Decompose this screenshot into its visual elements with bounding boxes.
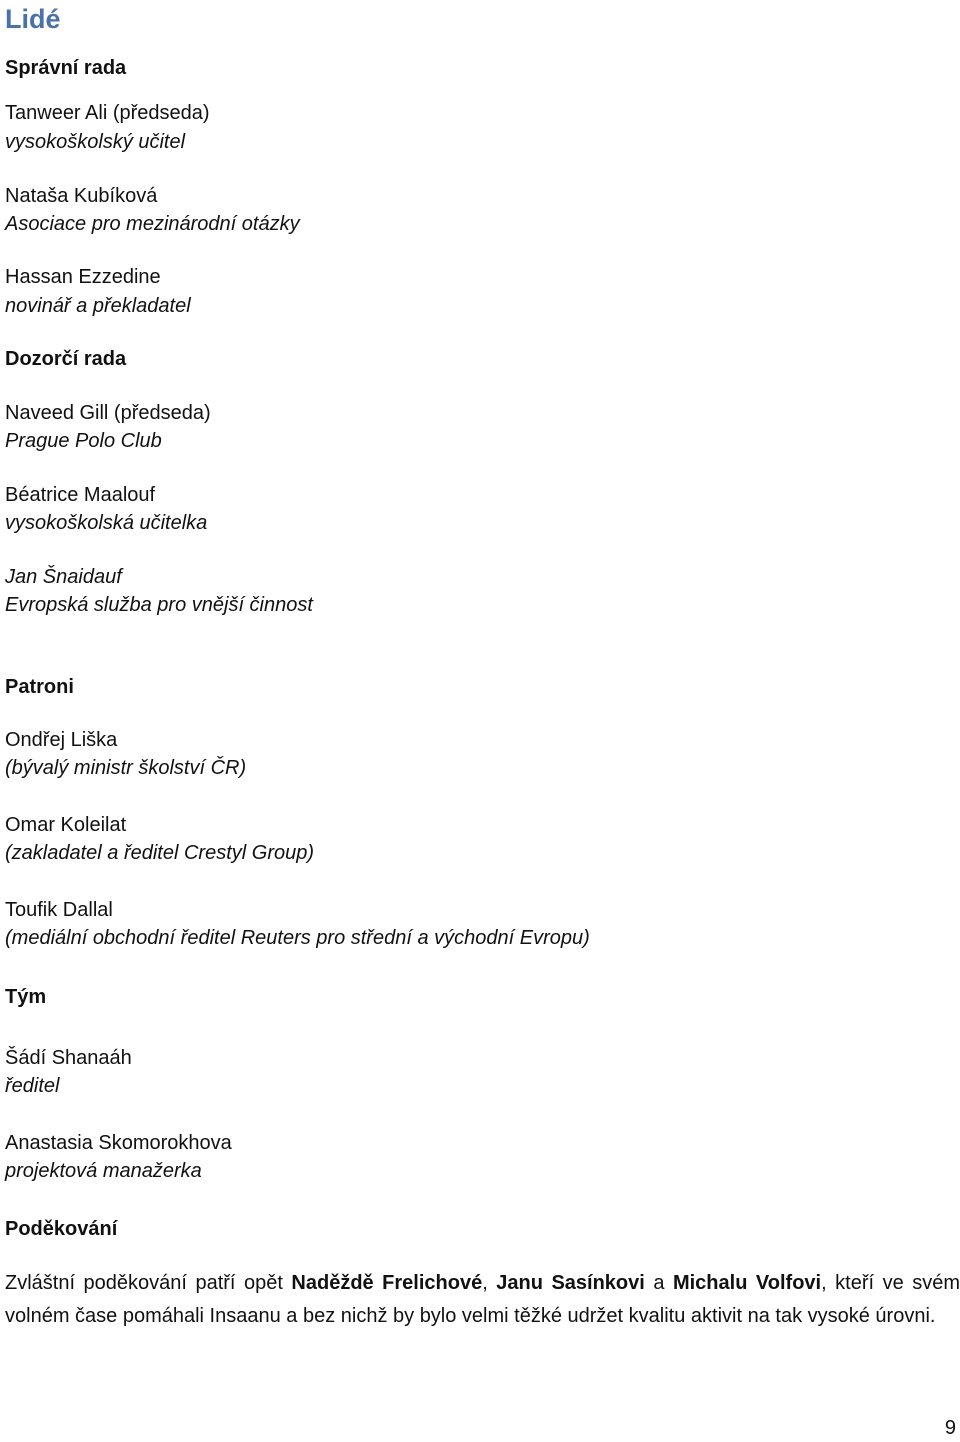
section-heading-team: Tým [5,986,47,1008]
board-member-role: vysokoškolský učitel [5,131,186,153]
board-member-role: Asociace pro mezinárodní otázky [5,213,300,235]
supervisory-member-role: Prague Polo Club [5,430,162,452]
patron-role: (zakladatel a ředitel Crestyl Group) [5,842,315,864]
thanks-text: , kteří ve svém volném čase pomáhali Insaanu a bez nichž by bylo velmi těžké udržet kvalitu aktivit na tak vysoké úrovni. [5,1272,960,1327]
page-title: Lidé [5,4,61,34]
page-number: 9 [944,1417,956,1439]
thanks-person: Michalu Volfovi [672,1272,822,1294]
team-member-role: ředitel [5,1075,60,1097]
patron-name: Omar Koleilat [5,814,127,836]
board-member-name: Hassan Ezzedine [5,266,161,288]
thanks-person: Naděždě Frelichové [291,1272,483,1294]
team-member-name: Šádí Shanaáh [5,1047,132,1069]
section-heading-thanks: Poděkování [5,1218,118,1240]
supervisory-member-role: vysokoškolská učitelka [5,512,208,534]
thanks-paragraph [5,1267,960,1333]
section-heading-board: Správní rada [5,57,127,79]
section-heading-supervisory: Dozorčí rada [5,348,127,370]
team-member-name: Anastasia Skomorokhova [5,1132,232,1154]
patron-role: (mediální obchodní ředitel Reuters pro střední a východní Evropu) [5,927,590,949]
board-member-name: Nataša Kubíková [5,185,158,207]
thanks-person: Janu Sasínkovi [496,1272,645,1294]
team-member-role: projektová manažerka [5,1160,202,1182]
board-member-name: Tanweer Ali (předseda) [5,102,210,124]
supervisory-member-name: Jan Šnaidauf [5,566,122,588]
supervisory-member-name: Béatrice Maalouf [5,484,156,506]
thanks-text: a [644,1272,673,1294]
board-member-role: novinář a překladatel [5,295,191,317]
supervisory-member-role: Evropská služba pro vnější činnost [5,594,313,616]
thanks-text: , [482,1272,497,1294]
section-heading-patrons: Patroni [5,676,74,698]
patron-role: (bývalý ministr školství ČR) [5,757,247,779]
thanks-text: Zvláštní poděkování patří opět [5,1272,292,1294]
patron-name: Toufik Dallal [5,899,113,921]
patron-name: Ondřej Liška [5,729,118,751]
supervisory-member-name: Naveed Gill (předseda) [5,402,211,424]
